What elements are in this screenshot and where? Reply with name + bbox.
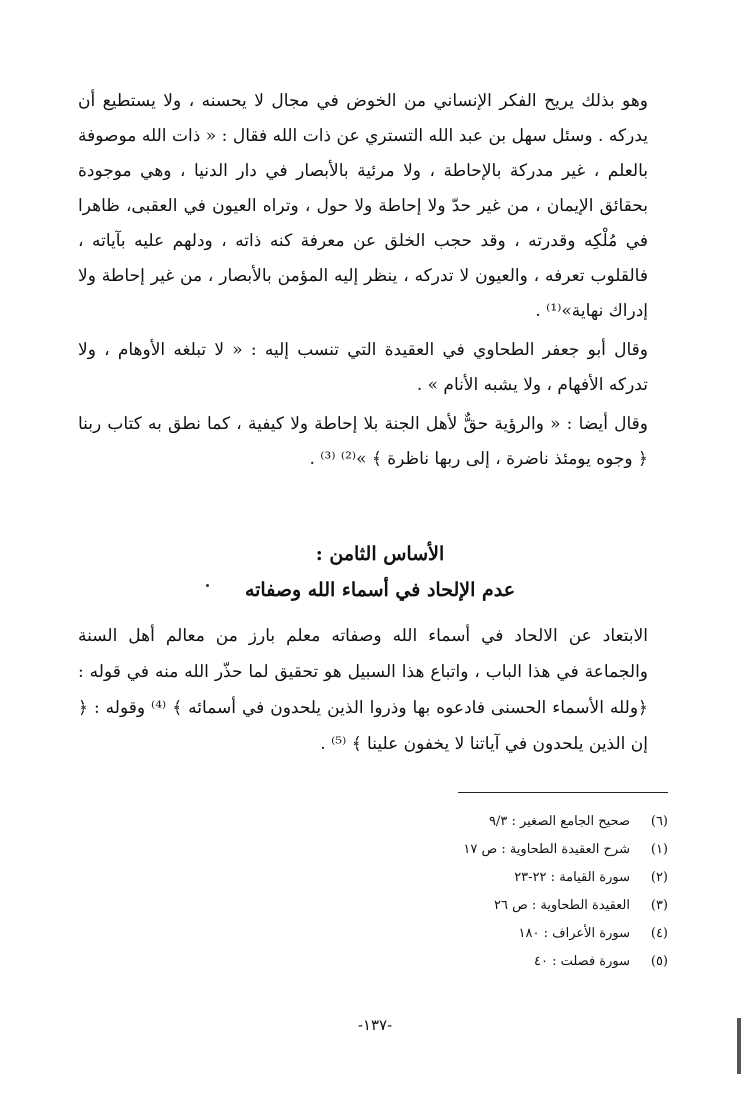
- scan-edge-mark: [737, 1018, 741, 1074]
- footnote-number: (١): [650, 842, 668, 857]
- footnote-item: [463, 920, 668, 948]
- section-subheading: عدم الإلحاد في أسماء الله وصفاته: [244, 579, 516, 601]
- footnote-text: سورة الأعراف : ١٨٠: [518, 926, 630, 941]
- footnote-item: [463, 836, 668, 864]
- footnote-number: (٣): [650, 898, 668, 913]
- footnote-divider: [458, 792, 668, 793]
- footnote-item: [463, 892, 668, 920]
- footnotes-list: [463, 808, 668, 976]
- section-heading: الأساس الثامن :: [315, 543, 445, 565]
- footnote-text: صحيح الجامع الصغير : ٩/٣: [488, 814, 630, 829]
- footnote-item: [463, 864, 668, 892]
- stray-dot: [206, 584, 209, 587]
- section-text: [78, 618, 682, 762]
- footnote-number: (٤): [650, 926, 668, 941]
- footnote-text: العقيدة الطحاوية : ص ٢٦: [493, 898, 630, 913]
- main-text: [78, 84, 682, 477]
- page-number: -١٣٧-: [357, 1016, 393, 1034]
- footnote-text: سورة القيامة : ٢٢-٢٣: [514, 870, 630, 885]
- paragraph-ilhad: الابتعاد عن الالحاد في أسماء الله وصفاته معلم بارز من معالم أهل السنة والجماعة في هذا الباب ، واتباع هذا السبيل هو تحقيق لما حذّر الله منه في قوله : ﴿ولله الأسماء الحسنى فادعوه بها وذروا الذين يلحدون في أسمائه ﴾ ⁽⁴⁾ وقوله : ﴿ إن الذين يلحدون في آياتنا لا يخفون علينا ﴾ ⁽⁵⁾ .: [78, 626, 648, 754]
- footnote-number: (٦): [650, 814, 668, 829]
- paragraph-tahawi-quote: وقال أبو جعفر الطحاوي في العقيدة التي تنسب إليه : « لا تبلغه الأوهام ، ولا تدركه الأفهام ، ولا يشبه الأنام » .: [78, 340, 648, 395]
- footnote-item: [463, 808, 668, 836]
- footnote-number: (٥): [650, 954, 668, 969]
- footnote-text: شرح العقيدة الطحاوية : ص ١٧: [463, 842, 630, 857]
- paragraph-sahl-quote: وهو بذلك يريح الفكر الإنساني من الخوض في مجال لا يحسنه ، ولا يستطيع أن يدركه . وسئل سهل بن عبد الله التستري عن ذات الله فقال : « ذات الله موصوفة بالعلم ، غير مدركة بالإحاطة ، ولا مرئية بالأبصار في دار الدنيا ، وهي موجودة بحقائق الإيمان ، من غير حدّ ولا إحاطة ولا حول ، وتراه العيون في العقبى، ظاهرا في مُلْكِه وقدرته ، وقد حجب الخلق عن معرفة كنه ذاته ، ودلهم عليه بآياته ، فالقلوب تعرفه ، والعيون لا تدركه ، ينظر إليه المؤمن بالأبصار ، من غير إحاطة ولا إدراك نهاية»⁽¹⁾ .: [78, 91, 648, 321]
- section-heading-block: [78, 536, 682, 608]
- footnote-text: سورة فصلت : ٤٠: [534, 954, 630, 969]
- footnote-number: (٢): [650, 870, 668, 885]
- paragraph-ruya-quote: وقال أيضا : « والرؤية حقٌّ لأهل الجنة بلا إحاطة ولا كيفية ، كما نطق به كتاب ربنا ﴿ وجوه يومئذ ناضرة ، إلى ربها ناظرة ﴾ »⁽²⁾ ⁽³⁾ .: [78, 414, 648, 469]
- footnote-item: [463, 948, 668, 976]
